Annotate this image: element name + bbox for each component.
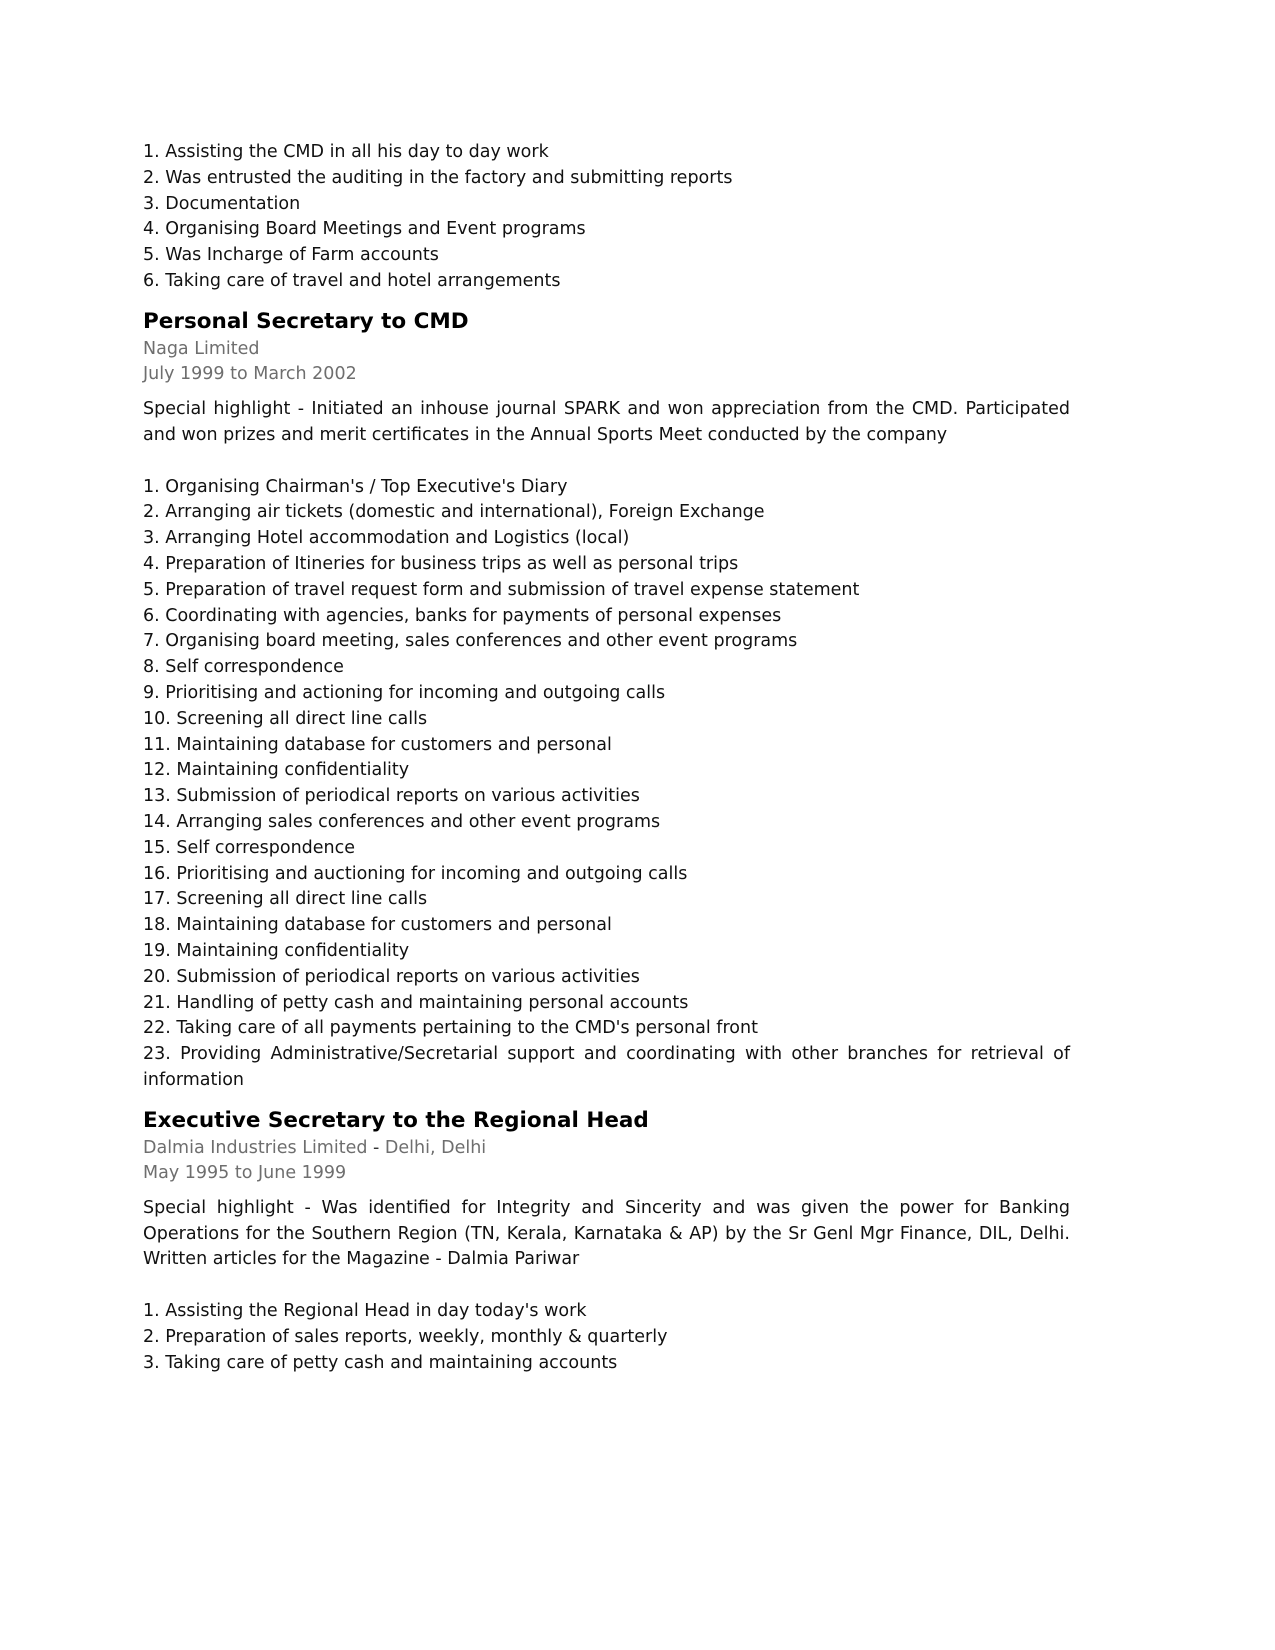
job-entry — [143, 1106, 1070, 1377]
company-name: Dalmia Industries Limited — [143, 1137, 368, 1158]
duty-item: 11. Maintaining database for customers and personal — [143, 734, 612, 755]
duty-item: 22. Taking care of all payments pertaining to the CMD's personal front — [143, 1018, 758, 1039]
duty-item: 1. Assisting the CMD in all his day to day work — [143, 142, 549, 162]
job-dates: July 1999 to March 2002 — [143, 364, 357, 385]
duty-item: 2. Preparation of sales reports, weekly, monthly & quarterly — [143, 1327, 668, 1348]
job-highlight: Special highlight - Initiated an inhouse journal SPARK and won appreciation from the CMD. Participated and won prizes and merit certificates in the Annual Sports Meet conducted by the company — [143, 398, 1070, 445]
duty-item: 4. Organising Board Meetings and Event programs — [143, 219, 586, 240]
duty-item: 5. Was Incharge of Farm accounts — [143, 245, 439, 266]
duty-item: 9. Prioritising and actioning for incoming and outgoing calls — [143, 682, 666, 703]
duty-item: 12. Maintaining confidentiality — [143, 760, 410, 781]
job-title: Personal Secretary to CMD — [143, 308, 469, 334]
duty-item: 3. Taking care of petty cash and maintaining accounts — [143, 1352, 618, 1373]
duty-item: 20. Submission of periodical reports on various activities — [143, 966, 640, 987]
job-entry — [143, 307, 1070, 1094]
duty-list — [143, 1299, 1070, 1376]
duty-item: 13. Submission of periodical reports on various activities — [143, 786, 640, 807]
duty-item: 6. Coordinating with agencies, banks for payments of personal expenses — [143, 605, 782, 626]
resume-page — [143, 140, 1070, 1377]
duty-item: 6. Taking care of travel and hotel arrangements — [143, 270, 561, 291]
duty-item: 8. Self correspondence — [143, 657, 344, 678]
duty-item: 18. Maintaining database for customers and personal — [143, 915, 612, 936]
duty-item: 2. Was entrusted the auditing in the factory and submitting reports — [143, 167, 733, 188]
previous-job-duties — [143, 140, 1070, 295]
job-highlight: Special highlight - Was identified for Integrity and Sincerity and was given the power for Banking Operations for the Southern Region (TN, Kerala, Karnataka & AP) by the Sr Genl Mgr Finance, DIL, Delhi. Written articles for the Magazine - Dalmia Pariwar — [143, 1197, 1070, 1270]
duty-item: 15. Self correspondence — [143, 837, 356, 858]
company-name: Naga Limited — [143, 338, 260, 359]
duty-item: 1. Organising Chairman's / Top Executive's Diary — [143, 476, 568, 497]
job-location: Delhi, Delhi — [384, 1137, 487, 1158]
duty-item: 17. Screening all direct line calls — [143, 889, 428, 910]
duty-item: 21. Handling of petty cash and maintaining personal accounts — [143, 992, 689, 1013]
duty-list — [143, 475, 1070, 1094]
duty-item: 4. Preparation of Itineries for business trips as well as personal trips — [143, 553, 739, 574]
duty-item: 19. Maintaining confidentiality — [143, 940, 410, 961]
duty-item: 7. Organising board meeting, sales conferences and other event programs — [143, 631, 798, 652]
duty-item: 14. Arranging sales conferences and other event programs — [143, 811, 661, 832]
duty-item: 3. Documentation — [143, 193, 301, 214]
job-dates: May 1995 to June 1999 — [143, 1163, 347, 1184]
company-location — [143, 1136, 1070, 1162]
duty-item: 3. Arranging Hotel accommodation and Logistics (local) — [143, 528, 630, 549]
job-title: Executive Secretary to the Regional Head — [143, 1107, 649, 1133]
duty-item: 16. Prioritising and auctioning for incoming and outgoing calls — [143, 863, 688, 884]
duty-item: 23. Providing Administrative/Secretarial support and coordinating with other branches for retrieval of information — [143, 1044, 1070, 1090]
separator: - — [367, 1137, 385, 1158]
duty-item: 5. Preparation of travel request form and submission of travel expense statement — [143, 579, 860, 600]
duty-item: 1. Assisting the Regional Head in day today's work — [143, 1301, 587, 1322]
duty-item: 10. Screening all direct line calls — [143, 708, 428, 729]
duty-item: 2. Arranging air tickets (domestic and international), Foreign Exchange — [143, 502, 765, 523]
